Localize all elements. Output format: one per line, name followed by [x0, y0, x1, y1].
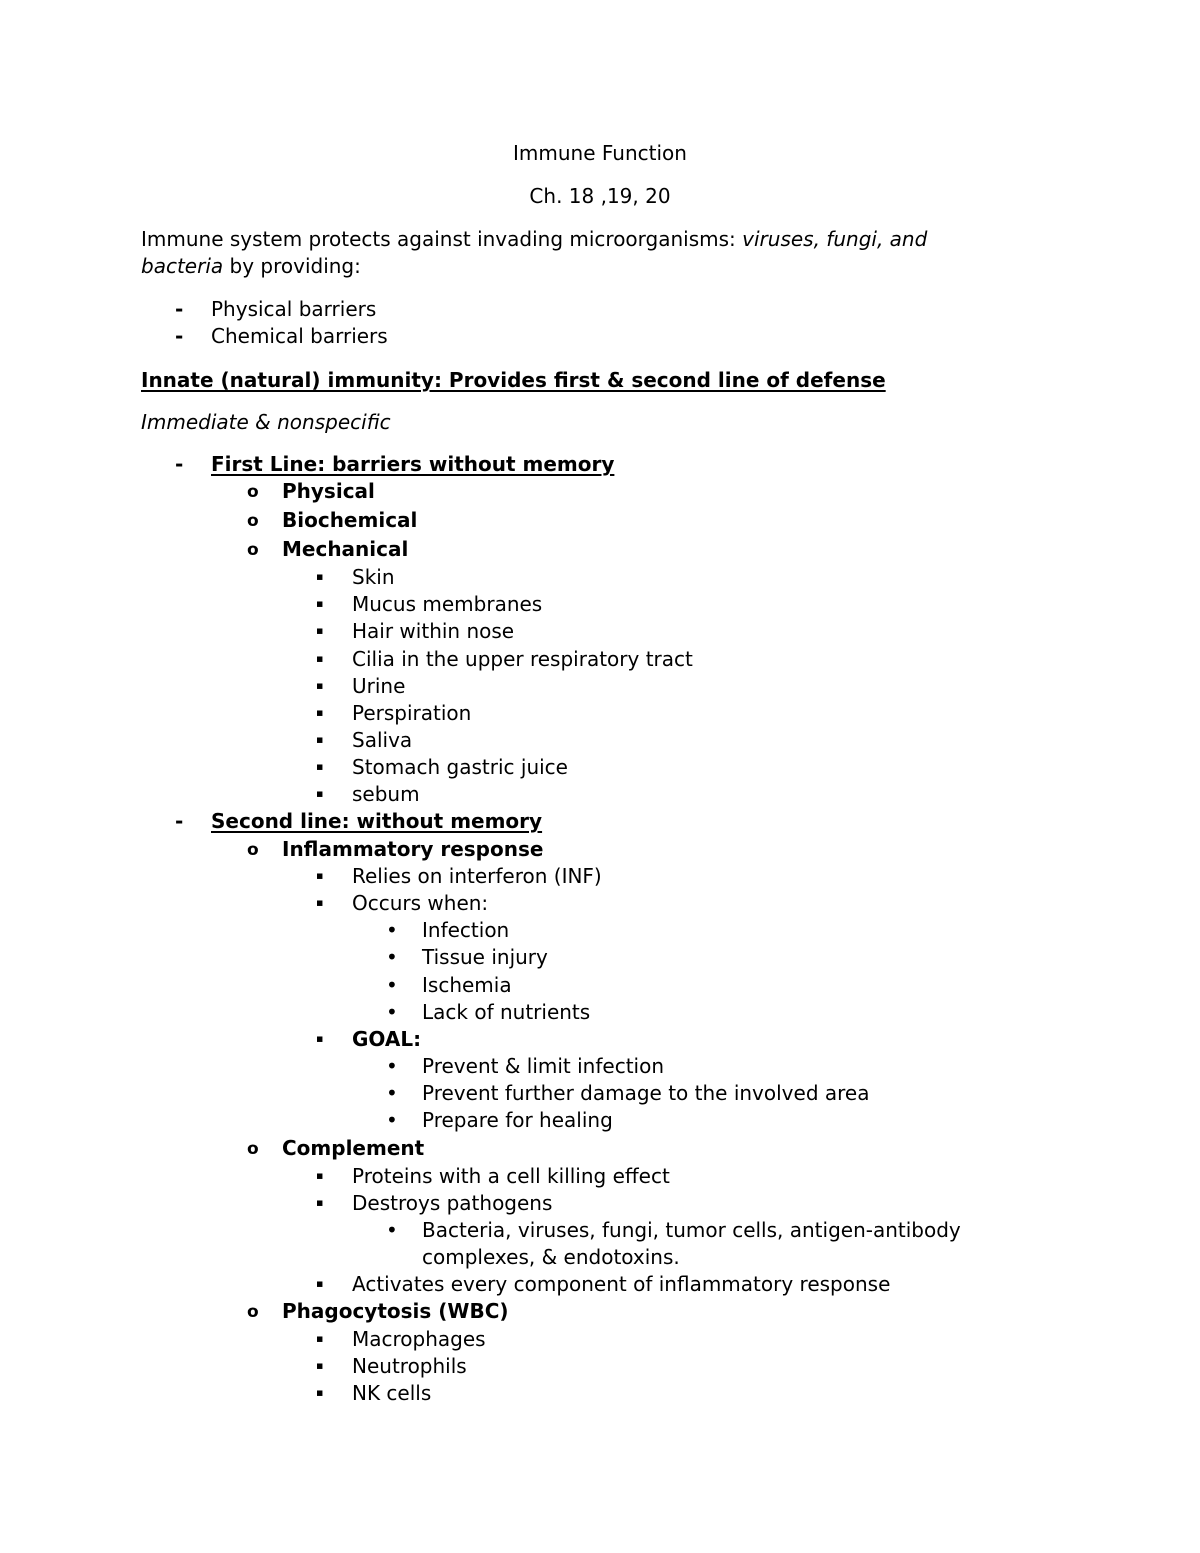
dot-bullet: •	[386, 918, 398, 942]
square-bullet: ▪	[316, 1386, 324, 1399]
dash-bullet: -	[175, 809, 184, 833]
pathogens-line-2: complexes, & endotoxins.	[422, 1245, 680, 1269]
phagocyte-item: Macrophages	[352, 1327, 486, 1351]
square-bullet: ▪	[316, 570, 324, 583]
circle-bullet: o	[247, 540, 259, 560]
inflammatory-response-title: Inflammatory response	[282, 837, 544, 861]
dot-bullet: •	[386, 1108, 398, 1132]
circle-bullet: o	[247, 482, 259, 502]
list-item-chemical-barriers: Chemical barriers	[211, 324, 388, 348]
square-bullet: ▪	[316, 896, 324, 909]
circle-bullet: o	[247, 1302, 259, 1322]
dash-bullet: -	[175, 324, 184, 348]
square-bullet: ▪	[316, 1359, 324, 1372]
square-bullet: ▪	[316, 652, 324, 665]
phagocytosis-title: Phagocytosis (WBC)	[282, 1299, 509, 1323]
innate-subtitle: Immediate & nonspecific	[141, 410, 391, 434]
dot-bullet: •	[386, 1218, 398, 1242]
dash-bullet: -	[175, 297, 184, 321]
circle-bullet: o	[247, 511, 259, 531]
phagocyte-item: NK cells	[352, 1381, 432, 1405]
square-bullet: ▪	[316, 787, 324, 800]
first-line-heading: First Line: barriers without memory	[211, 452, 615, 476]
square-bullet: ▪	[316, 1332, 324, 1345]
goal-item: Prevent further damage to the involved area	[422, 1081, 870, 1105]
goal-label: GOAL:	[352, 1027, 422, 1051]
list-item-physical-barriers: Physical barriers	[211, 297, 377, 321]
barrier-type-physical: Physical	[282, 479, 375, 503]
complement-item: Destroys pathogens	[352, 1191, 553, 1215]
occurs-item: Tissue injury	[422, 945, 548, 969]
goal-item: Prepare for healing	[422, 1108, 613, 1132]
barrier-type-biochemical: Biochemical	[282, 508, 418, 532]
square-bullet: ▪	[316, 733, 324, 746]
inflammatory-item: Occurs when:	[352, 891, 489, 915]
square-bullet: ▪	[316, 1196, 324, 1209]
square-bullet: ▪	[316, 597, 324, 610]
square-bullet: ▪	[316, 869, 324, 882]
dot-bullet: •	[386, 973, 398, 997]
dot-bullet: •	[386, 945, 398, 969]
section-heading-innate: Innate (natural) immunity: Provides first & second line of defense	[141, 368, 886, 392]
mechanical-item: Urine	[352, 674, 406, 698]
circle-bullet: o	[247, 1139, 259, 1159]
mechanical-item: Mucus membranes	[352, 592, 543, 616]
square-bullet: ▪	[316, 760, 324, 773]
intro-italic-bacteria: bacteria	[141, 254, 224, 278]
intro-text: Immune system protects against invading microorganisms:	[141, 227, 743, 251]
goal-item: Prevent & limit infection	[422, 1054, 665, 1078]
occurs-item: Ischemia	[422, 973, 512, 997]
phagocyte-item: Neutrophils	[352, 1354, 467, 1378]
mechanical-item: Saliva	[352, 728, 413, 752]
intro-italic-organisms: viruses, fungi, and	[742, 227, 928, 251]
dot-bullet: •	[386, 1054, 398, 1078]
occurs-item: Infection	[422, 918, 510, 942]
square-bullet: ▪	[316, 624, 324, 637]
chapter-reference: Ch. 18 ,19, 20	[529, 184, 671, 208]
second-line-heading: Second line: without memory	[211, 809, 543, 833]
complement-title: Complement	[282, 1136, 425, 1160]
complement-item: Proteins with a cell killing effect	[352, 1164, 670, 1188]
document-title: Immune Function	[513, 141, 687, 165]
inflammatory-item: Relies on interferon (INF)	[352, 864, 602, 888]
occurs-item: Lack of nutrients	[422, 1000, 591, 1024]
dot-bullet: •	[386, 1000, 398, 1024]
square-bullet: ▪	[316, 1277, 324, 1290]
circle-bullet: o	[247, 840, 259, 860]
square-bullet: ▪	[316, 1032, 324, 1045]
dot-bullet: •	[386, 1081, 398, 1105]
mechanical-item: sebum	[352, 782, 420, 806]
intro-line-1	[141, 227, 927, 251]
mechanical-item: Skin	[352, 565, 395, 589]
mechanical-item: Perspiration	[352, 701, 472, 725]
mechanical-item: Cilia in the upper respiratory tract	[352, 647, 693, 671]
square-bullet: ▪	[316, 679, 324, 692]
square-bullet: ▪	[316, 1169, 324, 1182]
intro-text-end: by providing:	[223, 254, 361, 278]
intro-line-2	[141, 254, 361, 278]
mechanical-item: Stomach gastric juice	[352, 755, 568, 779]
mechanical-item: Hair within nose	[352, 619, 515, 643]
pathogens-line-1: Bacteria, viruses, fungi, tumor cells, antigen-antibody	[422, 1218, 961, 1242]
square-bullet: ▪	[316, 706, 324, 719]
dash-bullet: -	[175, 452, 184, 476]
barrier-type-mechanical: Mechanical	[282, 537, 409, 561]
complement-item: Activates every component of inflammatory response	[352, 1272, 891, 1296]
